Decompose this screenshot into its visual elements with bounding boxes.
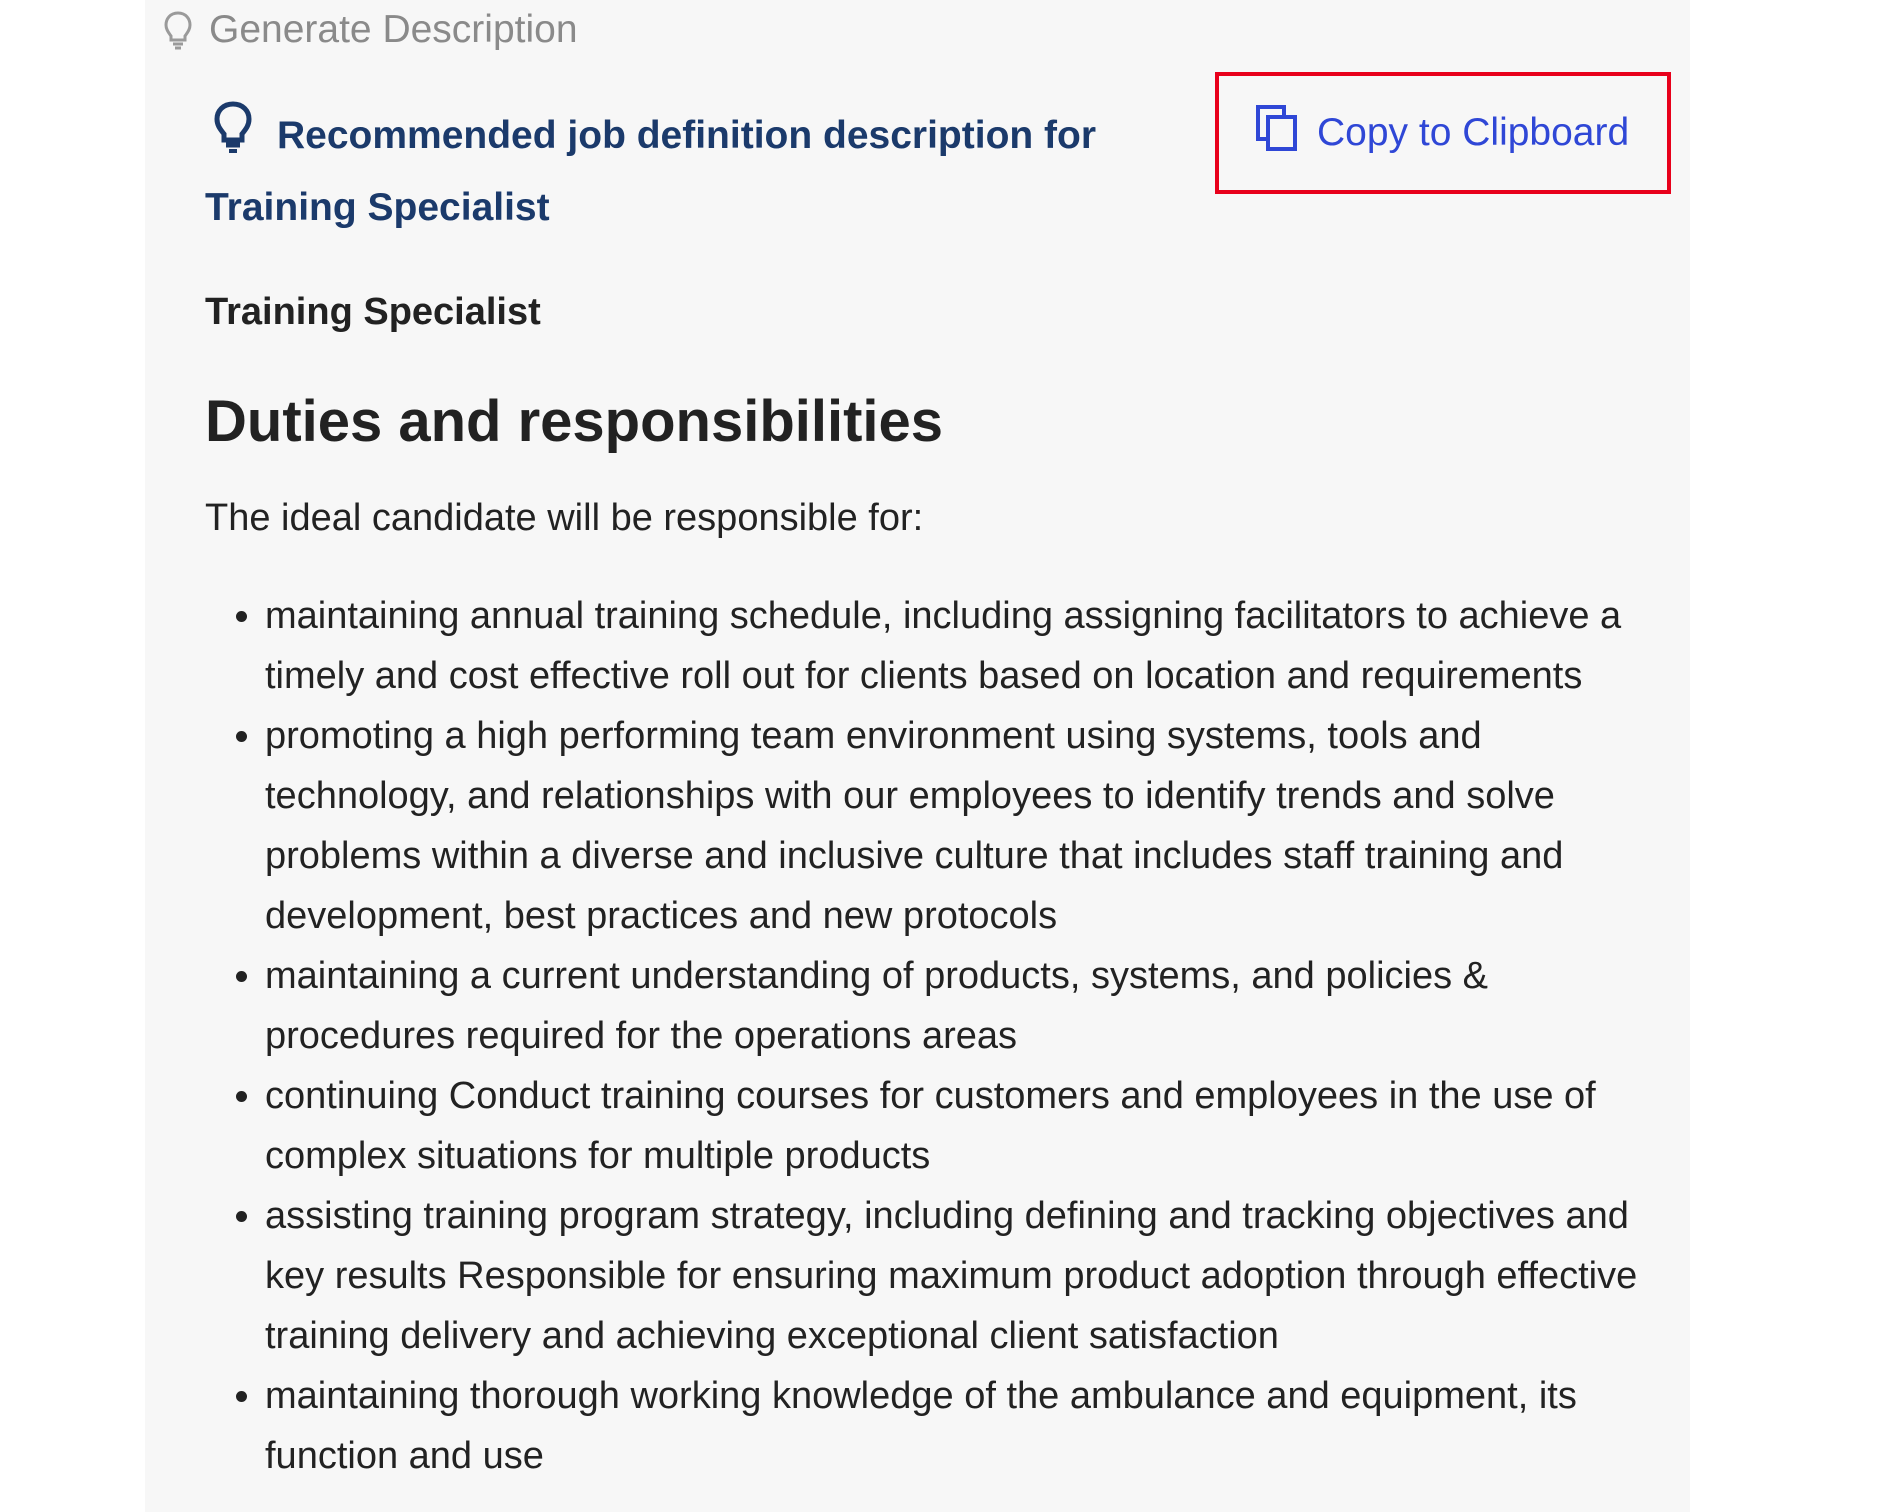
duties-list xyxy=(205,586,1655,1486)
list-item: • maintaining annual training schedule, including assigning facilitators to achieve a timely and cost effective roll out for clients based on location and requirements xyxy=(265,586,1655,706)
lightbulb-outline-icon xyxy=(163,10,193,50)
job-title: Training Specialist xyxy=(205,291,541,333)
copy-to-clipboard-label: Copy to Clipboard xyxy=(1317,111,1630,154)
intro-text: The ideal candidate will be responsible for: xyxy=(205,497,924,539)
recommendation-heading-text: Recommended job definition description for Training Specialist xyxy=(205,113,1097,229)
list-item: • assisting training program strategy, including defining and tracking objectives and key results Responsible for ensuring maximum product adoption through effective training delivery and achieving exceptional client satisfaction xyxy=(265,1186,1655,1366)
description-content xyxy=(205,282,1655,1486)
generate-description-button[interactable] xyxy=(163,8,578,52)
list-item: • maintaining thorough working knowledge of the ambulance and equipment, its function and use xyxy=(265,1366,1655,1486)
generate-description-label: Generate Description xyxy=(209,8,578,51)
list-item: • maintaining a current understanding of products, systems, and policies & procedures required for the operations areas xyxy=(265,946,1655,1066)
list-item: • promoting a high performing team environment using systems, tools and technology, and relationships with our employees to identify trends and solve problems within a diverse and inclusive culture that includes staff training and development, best practices and new protocols xyxy=(265,706,1655,946)
description-panel xyxy=(145,0,1690,1512)
copy-icon xyxy=(1255,104,1299,162)
copy-to-clipboard-button[interactable] xyxy=(1215,72,1671,194)
section-heading: Duties and responsibilities xyxy=(205,389,944,454)
lightbulb-icon xyxy=(213,100,253,175)
recommendation-heading xyxy=(205,100,1205,241)
list-item: • continuing Conduct training courses for customers and employees in the use of complex situations for multiple products xyxy=(265,1066,1655,1186)
